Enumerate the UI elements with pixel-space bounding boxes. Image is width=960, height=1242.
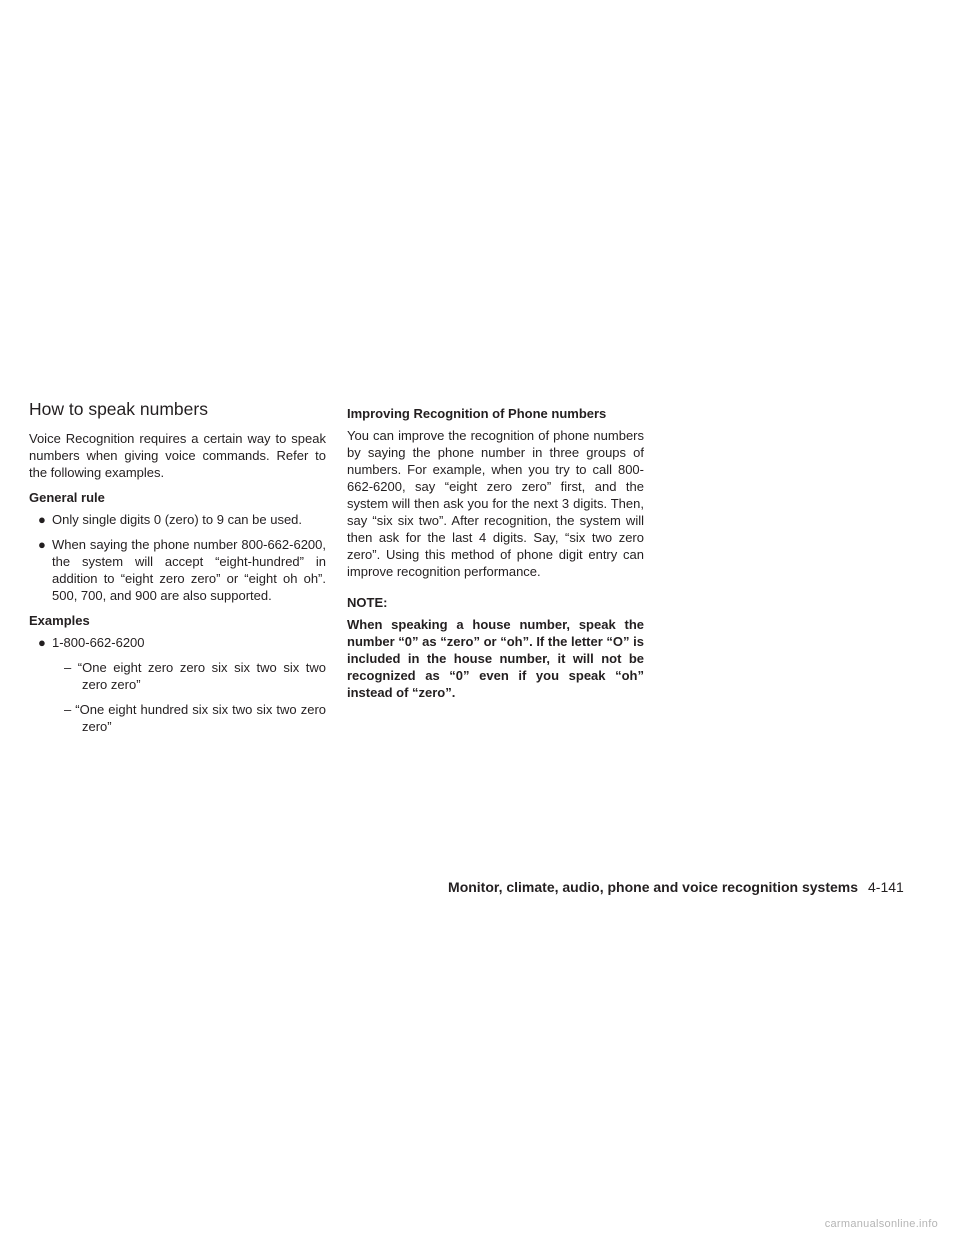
note-label: NOTE: <box>347 595 388 610</box>
list-item <box>29 634 326 651</box>
list-item <box>29 536 326 604</box>
examples-heading: Examples <box>29 613 90 628</box>
body-paragraph: You can improve the recognition of phone numbers by saying the phone number in three groups of numbers. For example, when you try to call 800-662-6200, say “eight zero zero” first, and the system will then ask you for the next 3 digits. Then, say “six six two”. After recognition, the system will then ask for the last 4 digits. Say, “six two zero zero”. Using this method of phone digit entry can improve recognition performance. <box>347 428 644 579</box>
footer-section-title: Monitor, climate, audio, phone and voice recognition systems <box>448 879 858 895</box>
list-item-text: Only single digits 0 (zero) to 9 can be used. <box>52 512 303 527</box>
list-item <box>29 511 326 528</box>
example-variant: – “One eight hundred six six two six two zero zero” <box>64 702 326 734</box>
example-number: 1-800-662-6200 <box>52 635 145 650</box>
bullet-icon: ● <box>38 537 46 552</box>
bullet-icon: ● <box>38 635 46 650</box>
section-heading: How to speak numbers <box>29 399 208 419</box>
left-column <box>29 398 326 743</box>
page-number: 4-141 <box>868 879 904 895</box>
intro-paragraph: Voice Recognition requires a certain way to speak numbers when giving voice commands. Refer to the following examples. <box>29 431 326 480</box>
list-item-text: When saying the phone number 800-662-6200, the system will accept “eight-hundred” in addition to “eight zero zero” or “eight oh oh”. 500, 700, and 900 are also supported. <box>52 537 326 603</box>
note-text: When speaking a house number, speak the number “0” as “zero” or “oh”. If the letter “O” is included in the house number, it will not be recognized as “0” even if you speak “oh” instead of “zero”. <box>347 617 644 700</box>
general-rule-heading: General rule <box>29 490 105 505</box>
bullet-icon: ● <box>38 512 46 527</box>
right-column <box>347 405 644 701</box>
subsection-heading: Improving Recognition of Phone numbers <box>347 406 607 421</box>
watermark: carmanualsonline.info <box>824 1218 938 1230</box>
example-variant: – “One eight zero zero six six two six two zero zero” <box>64 660 326 692</box>
